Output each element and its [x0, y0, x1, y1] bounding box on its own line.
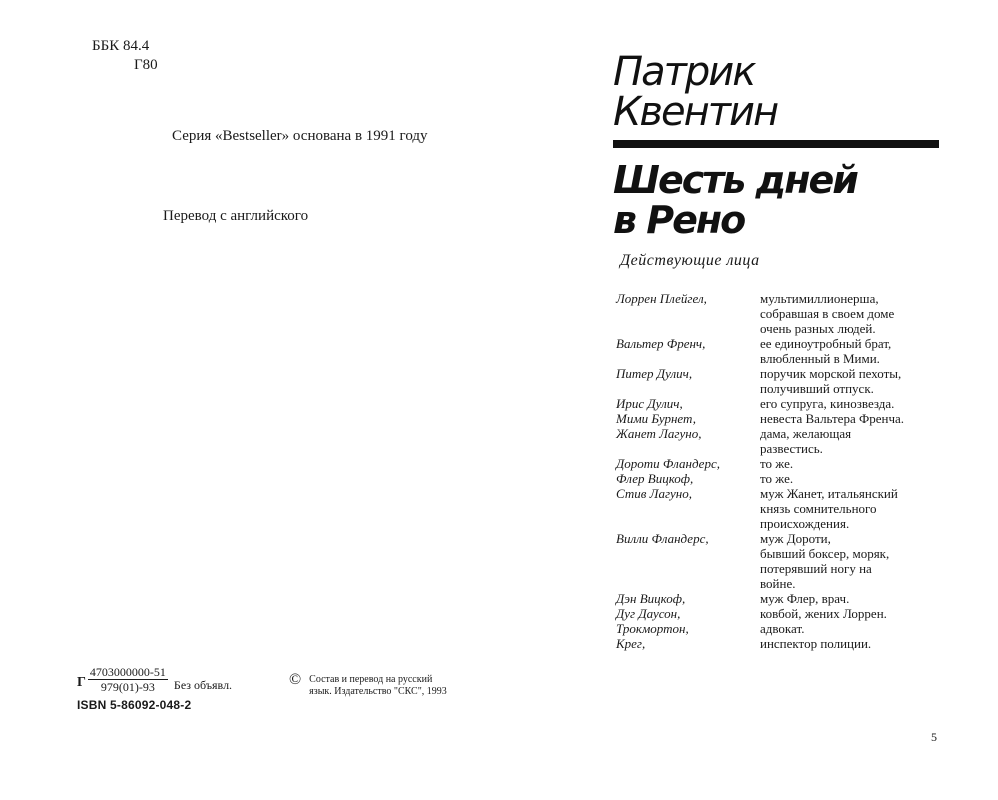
catalog-letter: Г [77, 675, 86, 690]
cast-heading: Действующие лица [620, 252, 760, 269]
character-name: Дуг Даусон, [616, 606, 681, 621]
character-description: муж Дороти, бывший боксер, моряк, потерявший ногу на войне. [760, 531, 890, 591]
character-name: Крег, [616, 636, 646, 651]
book-title-line-1: Шесть дней [613, 158, 857, 202]
character-description: его супруга, кинозвезда. [760, 396, 895, 411]
cast-entry [616, 336, 956, 366]
cast-entry [616, 486, 956, 531]
cast-entry [616, 636, 956, 651]
character-name: Дэн Вицкоф, [616, 591, 686, 606]
copyright-line-2: язык. Издательство "СКС", 1993 [309, 686, 447, 697]
catalog-code [77, 665, 232, 695]
book-title-line-2: в Рено [613, 198, 745, 242]
character-name: Стив Лагуно, [616, 486, 692, 501]
author-mark: Г80 [134, 57, 158, 73]
bbk-code: ББК 84.4 [92, 38, 150, 54]
character-name: Трокмортон, [616, 621, 689, 636]
title-divider [613, 140, 939, 148]
character-description: то же. [760, 456, 794, 471]
copyright-text [309, 674, 447, 698]
character-name: Мими Бурнет, [616, 411, 696, 426]
character-name: Жанет Лагуно, [616, 426, 702, 441]
character-description: поручик морской пехоты, получивший отпуск. [760, 366, 902, 396]
cast-entry [616, 291, 956, 336]
cast-entry [616, 426, 956, 456]
catalog-denominator: 979(01)-93 [100, 680, 155, 694]
character-description: мультимиллионерша, собравшая в своем доме очень разных людей. [760, 291, 895, 336]
character-description: муж Флер, врач. [760, 591, 850, 606]
copyright-line-1: Состав и перевод на русский [309, 674, 433, 685]
character-description: муж Жанет, итальянский князь сомнительного происхождения. [760, 486, 898, 531]
series-note: Серия «Bestseller» основана в 1991 году [172, 128, 428, 144]
copyright-block [289, 671, 447, 698]
character-description: дама, желающая развестись. [760, 426, 852, 456]
book-title [613, 160, 857, 240]
character-name: Дороти Фландерс, [616, 456, 720, 471]
cast-entry [616, 456, 956, 471]
cast-entry [616, 471, 956, 486]
character-description: инспектор полиции. [760, 636, 872, 651]
character-name: Вилли Фландерс, [616, 531, 709, 546]
cast-entry [616, 396, 956, 411]
cast-entry [616, 591, 956, 606]
character-name: Вальтер Френч, [616, 336, 706, 351]
character-description: адвокат. [760, 621, 805, 636]
author-first-name: Патрик [613, 49, 755, 95]
catalog-fraction [88, 665, 168, 695]
cast-entry [616, 411, 956, 426]
catalog-numerator: 4703000000-51 [89, 665, 166, 679]
author-name [613, 49, 778, 135]
bbk-classification [92, 37, 158, 75]
translation-note: Перевод с английского [163, 208, 309, 224]
catalog-note: Без объявл. [173, 677, 233, 692]
character-name: Питер Дулич, [616, 366, 693, 381]
character-description: невеста Вальтера Френча. [760, 411, 905, 426]
character-name: Ирис Дулич, [616, 396, 683, 411]
character-name: Флер Вицкоф, [616, 471, 694, 486]
character-description: то же. [760, 471, 794, 486]
character-name: Лоррен Плейгел, [616, 291, 707, 306]
cast-entry [616, 366, 956, 396]
isbn: ISBN 5-86092-048-2 [77, 698, 192, 712]
cast-entry [616, 621, 956, 636]
cast-list [616, 291, 956, 651]
character-description: ее единоутробный брат, влюбленный в Мими. [760, 336, 892, 366]
cast-entry [616, 606, 956, 621]
character-description: ковбой, жених Лоррен. [760, 606, 887, 621]
author-last-name: Квентин [613, 89, 778, 135]
cast-entry [616, 531, 956, 591]
page-number: 5 [931, 730, 937, 744]
copyright-icon: © [289, 671, 302, 688]
